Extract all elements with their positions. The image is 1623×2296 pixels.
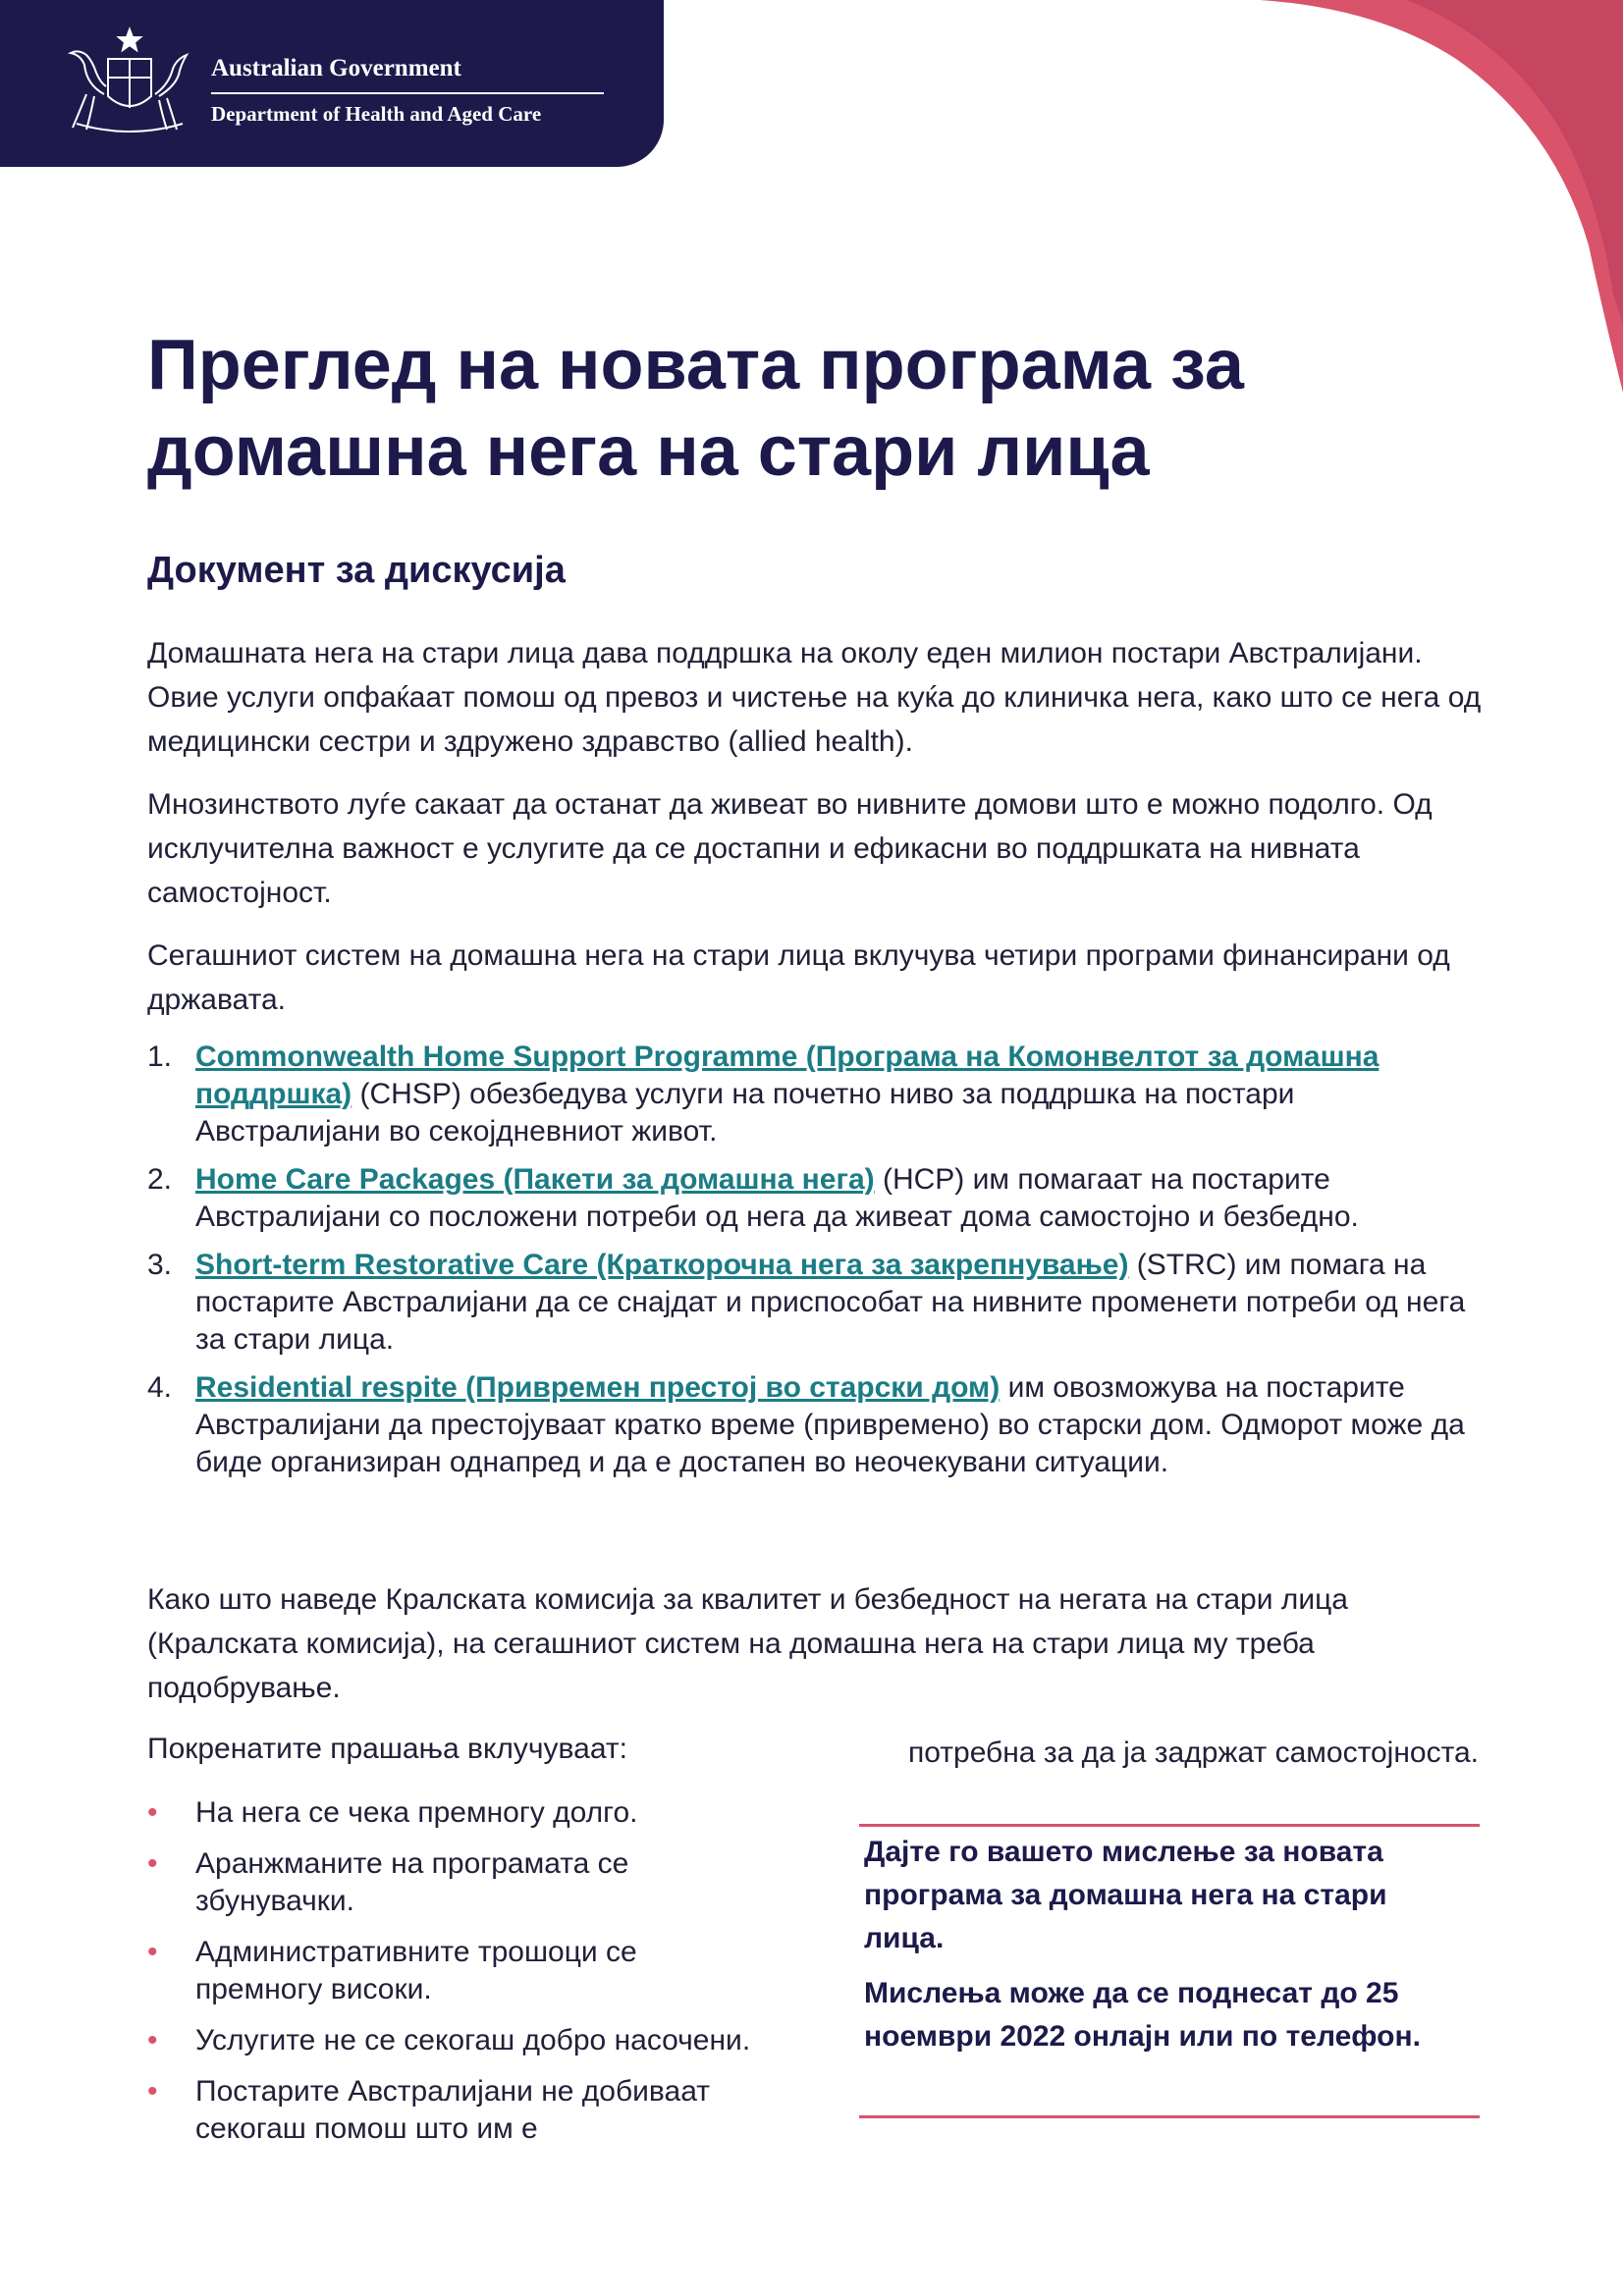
issue-text: Аранжманите на програмата се збунувачки. <box>195 1847 629 1917</box>
issue-text: На нега се чека премногу долго. <box>195 1796 638 1829</box>
bullet-icon: • <box>147 1847 158 1880</box>
corner-decoration <box>1260 0 1623 393</box>
program-link-chsp[interactable]: Commonwealth Home Support Programme (Програма на Комонвелтот за домашна поддршка) <box>195 1041 1380 1110</box>
list-item <box>147 2022 756 2059</box>
list-number: 2. <box>147 1163 173 1196</box>
royal-commission-paragraph: Како што наведе Кралската комисија за квалитет и безбедност на негата на стари лица (Кралската комисија), на сегашниот систем на домашна нега на стари лица му треба подобрување. <box>147 1583 1348 1704</box>
government-name: Australian Government <box>211 55 461 81</box>
program-description: (STRC) им помага на постарите Австралијани да се снајдат и приспособат на нивните променети потреби од нега за стари лица. <box>195 1249 1466 1356</box>
program-item <box>147 1369 1483 1481</box>
list-item <box>147 1794 756 1832</box>
callout-invite: Дајте го вашето мислење за новата програма за домашна нега на стари лица. <box>864 1836 1387 1954</box>
header-divider <box>211 92 604 94</box>
program-item <box>147 1039 1483 1150</box>
list-number: 3. <box>147 1249 173 1281</box>
list-number: 4. <box>147 1371 173 1404</box>
list-item <box>147 2073 756 2148</box>
program-link-hcp[interactable]: Home Care Packages (Пакети за домашна нега) <box>195 1163 875 1196</box>
program-description: (HCP) им помагаат на постарите Австралијани со посложени потреби од нега да живеат дома самостојно и безбедно. <box>195 1163 1359 1233</box>
program-item <box>147 1247 1483 1359</box>
issues-intro: Покренатите прашања вклучуваат: <box>147 1733 627 1765</box>
page-title <box>147 322 1244 495</box>
title-line-1: Преглед на новата програма за <box>147 326 1244 404</box>
program-description: (CHSP) обезбедува услуги на почетно ниво за поддршка на постари Австралијани во секојдневниот живот. <box>195 1078 1295 1148</box>
page-subtitle: Документ за дискусија <box>147 550 566 591</box>
program-link-respite[interactable]: Residential respite (Привремен престој во старски дом) <box>195 1371 1001 1404</box>
program-description: им овозможува на постарите Австралијани да престојуваат кратко време (привремено) во старски дом. Одморот може да биде организиран однапред и да е достапен во неочекувани ситуации. <box>195 1371 1465 1478</box>
issue-text: Административните трошоци се премногу високи. <box>195 1936 637 2005</box>
bullet-icon: • <box>147 2075 158 2108</box>
title-line-2: домашна нега на стари лица <box>147 412 1150 491</box>
list-item <box>147 1934 756 2008</box>
government-header <box>0 0 664 167</box>
bullet-icon: • <box>147 1796 158 1829</box>
coat-of-arms-icon <box>57 26 202 139</box>
list-item <box>147 1845 756 1920</box>
bullet-icon: • <box>147 2024 158 2056</box>
programs-intro-paragraph: Сегашниот систем на домашна нега на стари лица вклучува четири програми финансирани од државата. <box>147 939 1450 1016</box>
program-link-strc[interactable]: Short-term Restorative Care (Краткорочна нега за закрепнување) <box>195 1249 1129 1281</box>
issue-text: Постарите Австралијани не добиваат секогаш помош што им е <box>195 2075 710 2145</box>
callout-deadline: Мислења може да се поднесат до 25 ноември 2022 онлајн или по телефон. <box>864 1977 1421 2053</box>
independence-paragraph: Мнозинството луѓе сакаат да останат да живеат во нивните домови што е можно подолго. Од исклучителна важност е услугите да се достапни и ефикасни во поддршката на нивната самостојност. <box>147 788 1433 909</box>
issue-continuation: потребна за да ја задржат самостојноста. <box>908 1736 1480 1769</box>
program-item <box>147 1161 1483 1236</box>
list-number: 1. <box>147 1041 173 1073</box>
intro-paragraph: Домашната нега на стари лица дава поддршка на околу еден милион постари Австралијани. Овие услуги опфаќаат помош од превоз и чистење на куќа до клиничка нега, како што се нега од медицински сестри и здружено здравство (allied health). <box>147 637 1482 758</box>
issues-list <box>147 1794 756 2162</box>
issue-text: Услугите не се секогаш добро насочени. <box>195 2024 751 2056</box>
bullet-icon: • <box>147 1936 158 1968</box>
programs-list <box>147 1039 1483 1492</box>
department-name: Department of Health and Aged Care <box>211 102 542 126</box>
